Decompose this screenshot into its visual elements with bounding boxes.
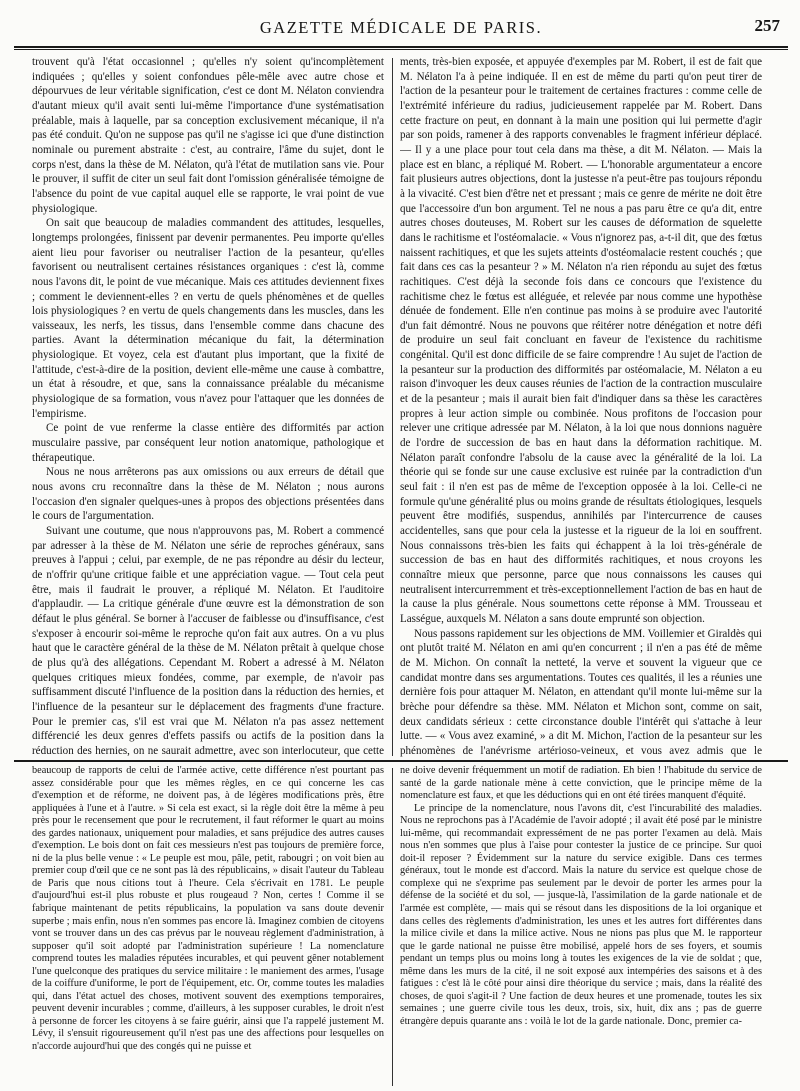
paragraph: ne doive devenir fréquemment un motif de radiation. Eh bien ! l'habitude du service de santé de la garde nationale mène à cette conviction, que le principe même de la nomenclature est faux, et que les déductions qui en ont été tirées manquent d'équité. [400,765,762,802]
paragraph: Ce point de vue renferme la classe entière des difformités par action musculaire passive, par conséquent leur notion anatomique, pathologique et thérapeutique. [32,422,384,464]
lower-right-column [400,765,762,1087]
paragraph: ments, très-bien exposée, et appuyée d'exemples par M. Robert, il est de fait que M. Nélaton l'a à peine indiquée. Il en est de même du parti qu'on peut tirer de l'action de la pesanteur pour le traitement de certaines fractures : comme celle de l'extrémité inférieure du radius, judicieusement rappelée par M. Robert. Dans cette fracture on peut, en donnant à la main une position qui lui permette d'agir par son poids, ramener à des rapports convenables le fragment inférieur déplacé. — Il y a une place pour tout cela dans ma thèse, a dit M. Nélaton. — Mais la place est en blanc, a répliqué M. Robert. — L'honorable argumentateur a encore fait plusieurs autres objections, dont la justesse n'a peut-être pas toujours répondu à la vivacité. C'est bien d'être net et pressant ; mais ce genre de mérite ne doit être que l'accessoire d'un bon argument. Tel ne nous a pas paru être ce qu'a dit, entre autres choses douteuses, M. Robert sur les causes de déformation de squelette dans le rachitisme et l'ostéomalacie. « Vous n'ignorez pas, a-t-il dit, que des fœtus naissent rachitiques, et que les sujets atteints d'ostéomalacie restent couchés ; que fait dans ces cas la pesanteur ? » M. Nélaton n'a rien répondu au sujet des fœtus rachitiques. C'est déjà la seconde fois dans ce concours que l'existence du rachitisme chez le fœtus est alléguée, et relevée par nous comme une hypothèse dénuée de fondement. Elle n'en continue pas moins à se produire avec l'autorité d'un fait démontré. Nous ne pouvons que réitérer notre dénégation et notre défi de produire un seul fait concluant en faveur de l'existence du rachitisme congénital. Qu'il est donc difficile de se faire comprendre ! Au sujet de l'action de la pesanteur sur la production des difformités par ostéomalacie, M. Nélaton a eu raison d'invoquer les deux causes réunies de l'action de la contraction musculaire et de la pesanteur ; mais il aurait bien fait d'indiquer dans sa thèse les caractères propres à leur action simple ou combinée. Nous profitons de l'occasion pour relever une critique adressée par M. Nélaton, à la loi que nous donnions naguère de l'ordre de succession de bas en haut dans la déformation rachitique. M. Nélaton paraît confondre l'absolu de la cause avec la généralité de la loi. La théorie qui se fonde sur une cause exclusive est ruinée par la contradiction d'un seul fait : il n'en est pas de même de l'exception opposée à la loi. Celle-ci ne formule qu'une généralité plus ou moins grande de résultats étiologiques, lesquels peuvent être modifiés, suspendus, annihilés par l'intercurrence de causes accidentelles, sans que pour cela la justesse et la rigueur de la loi en souffrent. Nous connaissons très-bien les faits qui échappent à la loi très-générale de succession de bas en haut des difformités rachitiques, et nous croyons les connaître mieux que personne, parce que nous connaissons les causes qui neutralisent intercurremment et très-exceptionnellement l'action de bas en haut de la cause la plus générale. Nous soumettons cette réponse à MM. Trousseau et Lasségue, auxquels M. Nélaton a sans doute emprunté son objection. [400,56,762,625]
paragraph: Le principe de la nomenclature, nous l'avons dit, c'est l'incurabilité des maladies. Nous ne reprochons pas à l'Académie de l'avoir adopté ; il avait été posé par le ministre lui-même, qui recommandait expressément de ne pas porter l'examen au delà. Mais nous n'en sommes que plus à l'aise pour contester la justice de ce principe. Sur quoi doit-il reposer ? Évidemment sur la nature du service exigible. Dans ces termes généraux, tout le monde est d'accord. Mais la nature du service est quelque chose de complexe qui ne s'exprime pas seulement par le devoir de porter les armes pour la défense de la société et du sol, — jusque-là, l'assimilation de la garde nationale et de l'armée est complète, — mais qui se résout dans les dispositions de la loi organique et dans celles des règlements d'administration, les unes et les autres fort différentes dans la milice civile et dans la milice active. Nous ne nions pas plus que M. le rapporteur que le garde national ne puisse être mobilisé, appelé hors de ses foyers, et soumis pendant un temps plus ou moins long à toutes les exigences de la vie de soldat ; que, même dans les murs de la cité, il ne soit exposé aux intempéries des saisons et à des fatigues : c'est là le côté pour ainsi dire théorique du service ; mais, dans la réalité des choses, de quoi s'agit-il ? Une faction de deux heures et une promenade, toutes les six semaines ; une guerre civile tous les deux, trois, six, huit, dix ans ; pas de guerre étrangère depuis quarante ans : voilà le lot de la garde nationale. Donc, premier ca- [400,802,762,1027]
lower-left-column [32,765,384,1087]
page-number: 257 [754,16,780,35]
paragraph: Suivant une coutume, que nous n'approuvons pas, M. Robert a commencé par adresser à la thèse de M. Nélaton une série de reproches généraux, sans preuves à l'appui ; celui, par exemple, de ne pas répondre au désir du lecteur, de n'offrir qu'une critique faible et une appréciation vague. — Tout cela peut être, mais il faudrait le prouver, a répliqué M. Nélaton. Et l'auditoire d'applaudir. — La critique générale d'une œuvre est la démonstration de son défaut le plus général. Se borner à l'accuser de faiblesse ou d'insuffisance, c'est s'exposer à encourir soi-même le reproche qu'on fait aux autres. On a vu plus haut que le caractère général de la thèse de M. Nélaton prêtait à quelque chose de plus qu'à des allégations. Cependant M. Robert a adressé à M. Nélaton quelques critiques mieux fondées, comme, par exemple, de n'avoir pas suffisamment discuté l'influence de la position dans la réduction des hernies, et l'influence de la pesanteur sur le déplacement des fragments d'une fracture. Pour le premier cas, s'il est vrai que M. Nélaton n'a pas assez nettement différencié les deux genres d'effets passifs ou actifs de la position dans la réduction des hernies, on ne saurait admettre, avec son interlocuteur, que cette [32,525,384,757]
header-rule-thin [14,49,788,50]
column-divider [392,768,393,1086]
column-divider [392,58,393,756]
section-separator-rule [14,760,788,762]
paragraph: Nous passons rapidement sur les objections de MM. Voillemier et Giraldès qui ont plutôt traité M. Nélaton en ami qu'en concurrent ; il n'en a pas été de même de M. Michon. On connaît la netteté, la verve et souvent la vigueur que ce candidat montre dans ses argumentations. Toutes ces qualités, il les a réunies une dernière fois pour attaquer M. Nélaton, en attendant qu'il monte lui-même sur la brèche pour défendre sa thèse. MM. Nélaton et Michon sont, comme on sait, deux candidats sérieux : cette circonstance double l'intérêt qui s'attache à leur lutte. — « Vous avez examiné, » a dit M. Michon, l'action de la pesanteur sur les phénomènes de l'anévrisme artérioso-veineux, et vous avez admis que le [400,627,762,757]
paragraph: Nous ne nous arrêterons pas aux omissions ou aux erreurs de détail que nous avons cru reconnaître dans la thèse de M. Nélaton ; nous aurons l'occasion d'en signaler quelques-unes à propos des objections présentées dans le cours de l'argumentation. [32,466,384,523]
upper-left-column [32,55,384,758]
page-header [14,10,788,48]
paragraph: beaucoup de rapports de celui de l'armée active, cette différence n'est pourtant pas assez considérable pour que les mêmes règles, en ce qui concerne les cas d'exemption et de réforme, ne doivent pas, à de légères modifications près, être appliquées à l'une et à l'autre. » Si cela est exact, si la règle doit être la même à peu près pour le recensement que pour le recrutement, il faut réformer le quart au moins des gardes nationaux, uniquement pour maladies, et sans préjudice des autres causes d'exemption. Le bois dont on fait ces messieurs n'est pas toujours de première force, ni de la plus belle venue : « Le peuple est mou, pâle, petit, rabougri ; on voit bien au premier coup d'œil que ce ne sont pas là des républicains, » disait l'auteur du Tableau de Paris que nous citions tout à l'heure. Cela s'écrivait en 1781. Le peuple d'aujourd'hui est-il plus robuste et plus rougeaud ? Non, certes ! Comme il se fabrique maintenant de petits républicains, la population va sans doute devenir superbe ; mais enfin, nous n'en sommes pas encore là. Imaginez combien de citoyens vont se trouver dans un des cas prévus par le nouveau règlement d'administration, à supposer qu'il soit adopté par l'administration supérieure ! La nomenclature comprend toutes les maladies réputées incurables, et qui peuvent gêner notablement l'une quelconque des pratiques du service militaire : le maniement des armes, l'usage de la coiffure d'uniforme, le port de l'équipement, etc. Or, comme toutes les maladies qui, dans l'état actuel des choses, motivent souvent des exemptions temporaires, peuvent devenir incurables ; comme, d'ailleurs, à les supposer curables, le droit n'est à personne de forcer les citoyens à se faire guérir, ainsi que l'a rappelé justement M. Lévy, il s'ensuit rigoureusement qu'il n'est pas une des affections pour lesquelles on n'accorde aujourd'hui que des congés qui ne puisse et [32,765,384,1053]
paragraph: On sait que beaucoup de maladies commandent des attitudes, lesquelles, longtemps prolongées, finissent par devenir permanentes. Peu importe qu'elles aient lieu pour favoriser ou neutraliser l'action de la pesanteur, qu'elles favorisent ou neutralisent certaines résistances organiques : c'est là, comme nous l'avons dit, le point de vue mécanique. Mais ces attitudes deviennent fixes ; comment le deviennent-elles ? en vertu de quels phénomènes et de quelles lois physiologiques ? en vertu de quels changements dans les muscles, dans les vaisseaux, les nerfs, les tissus, dans l'ensemble comme dans chacune des parties. Avant la détermination mécanique du fait, la détermination physiologique. Et voyez, cela est d'autant plus important, que la fixité de l'attitude, c'est-à-dire de la position, devient elle-même une cause à combattre, un état à résoudre, et que, sans la connaissance préalable du mécanisme physiologique de sa formation, vous n'avez pour l'attaquer que les données de l'empirisme. [32,217,384,420]
header-rule-thick [14,46,788,48]
paragraph: trouvent qu'à l'état occasionnel ; qu'elles n'y soient qu'incomplètement indiquées ; qu'elles y soient confondues pêle-mêle avec autre chose et dépourvues de leur véritable signification, c'est ce dont M. Nélaton conviendra d'autant mieux qu'il avait senti lui-même l'importance d'une systématisation préalable, mais à laquelle, par sa conception exclusivement mécanique, il n'a pas été conduit. Qu'on ne suppose pas qu'il ne s'agisse ici que d'une distinction nominale ou purement abstraite : c'est, au contraire, l'âme du sujet, dont le corps n'est, dans la thèse de M. Nélaton, qu'à l'état de mutilation sans vie. Pour le prouver, il suffit de citer un seul fait dont l'omission généralisée témoigne de l'absence du point de vue capital auquel elle se rapporte, le vrai point de vue physiologique. [32,56,384,215]
journal-title: GAZETTE MÉDICALE DE PARIS. [259,18,543,37]
upper-right-column [400,55,762,758]
